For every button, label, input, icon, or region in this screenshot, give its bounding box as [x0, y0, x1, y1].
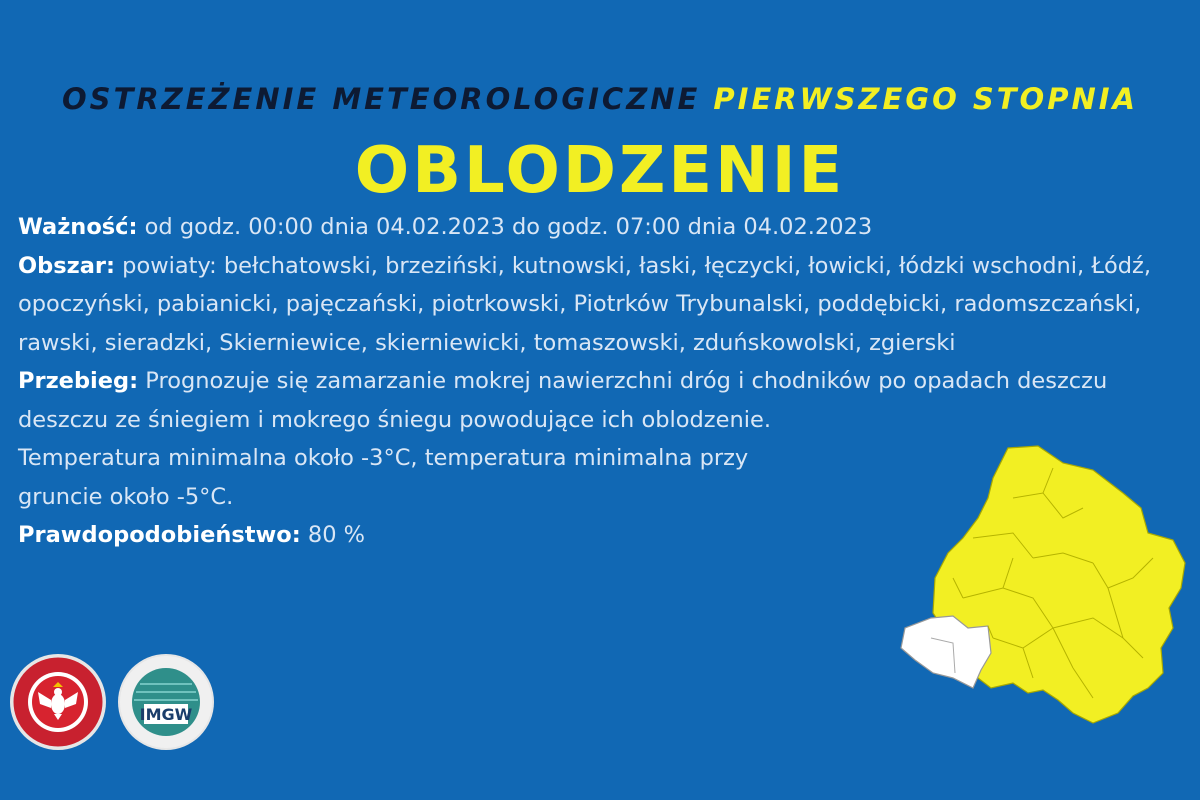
warning-title: OBLODZENIE	[354, 134, 846, 208]
headline-warning-type: OSTRZEŻENIE METEOROLOGICZNE	[62, 82, 701, 116]
validity-label: Ważność:	[18, 214, 138, 240]
headline-warning-degree: PIERWSZEGO STOPNIA	[713, 82, 1138, 116]
area-row	[18, 247, 1183, 363]
imgw-logo	[118, 654, 214, 750]
area-label: Obszar:	[18, 252, 115, 279]
warning-headline	[0, 82, 1200, 116]
course-label: Przebieg:	[18, 368, 139, 394]
area-value: powiaty: bełchatowski, brzeziński, kutnowski, łaski, łęczycki, łowicki, łódzki wschodni, Łódź, opoczyński, pabianicki, pajęczański, piotrkowski, Piotrków Trybunalski, poddębicki, radomszczański, rawski, sieradzki, Skierniewice, skierniewicki, tomaszowski, zduńskowolski, zgierski	[18, 252, 1151, 356]
validity-value: od godz. 00:00 dnia 04.02.2023 do godz. 07:00 dnia 04.02.2023	[144, 214, 873, 240]
temperature-value: Temperatura minimalna około -3°C, temperatura minimalna przy gruncie około -5°C.	[18, 445, 749, 510]
course-value: Prognozuje się zamarzanie mokrej nawierzchni dróg i chodników po opadach deszczu deszczu ze śniegiem i mokrego śniegu powodujące ich oblodzenie.	[18, 368, 1108, 433]
course-row	[18, 362, 1183, 439]
probability-value: 80 %	[307, 522, 366, 548]
validity-row	[18, 208, 1183, 247]
lodz-voivodeship-map	[893, 438, 1193, 732]
map-non-warned-area	[901, 616, 991, 688]
probability-label: Prawdopodobieństwo:	[18, 522, 301, 548]
rcb-logo	[10, 654, 106, 750]
imgw-logo-text: IMGW	[139, 705, 193, 724]
